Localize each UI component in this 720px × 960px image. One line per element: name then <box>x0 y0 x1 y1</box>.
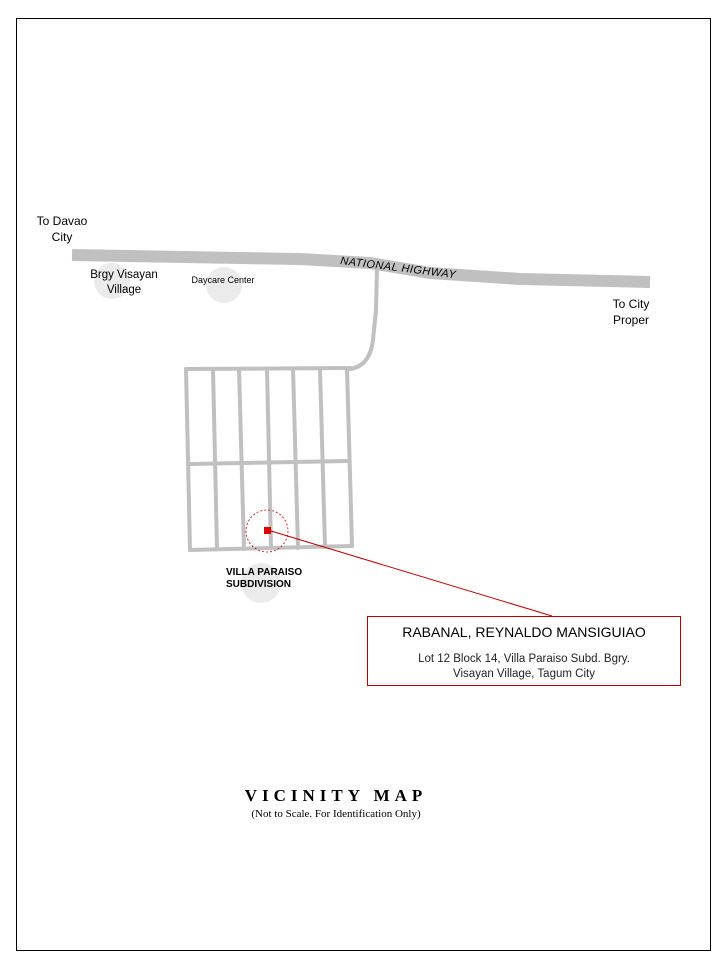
owner-callout-box <box>367 616 681 686</box>
direction-davao-line2: City <box>51 230 73 244</box>
highway-label: NATIONAL HIGHWAY <box>339 255 457 282</box>
direction-city-line1: To City <box>612 297 650 311</box>
direction-city-line2: Proper <box>612 313 650 327</box>
subdivision-line1: VILLA PARAISO <box>226 567 303 578</box>
map-title: VICINITY MAP <box>244 786 428 805</box>
direction-label-city-proper <box>596 296 666 328</box>
owner-name: RABANAL, REYNALDO MANSIGUIAO <box>402 624 646 640</box>
subdivision-label <box>208 567 346 591</box>
subdivision-roads <box>186 368 352 550</box>
landmark-visayan-line1: Brgy Visayan <box>90 269 158 281</box>
landmark-label-daycare: Daycare Center <box>191 275 255 285</box>
owner-address <box>368 652 680 682</box>
landmark-label-visayan <box>78 268 170 298</box>
direction-davao-line1: To Davao <box>36 214 88 228</box>
subdivision-line2: SUBDIVISION <box>226 579 292 590</box>
direction-label-davao <box>22 213 102 245</box>
owner-address-line1: Lot 12 Block 14, Villa Paraiso Subd. Bgry. <box>418 653 630 665</box>
access-road <box>350 268 377 369</box>
owner-address-line2: Visayan Village, Tagum City <box>453 668 595 680</box>
property-marker <box>264 527 271 534</box>
landmark-visayan-line2: Village <box>106 284 142 296</box>
map-subtitle: (Not to Scale. For Identification Only) <box>251 808 421 820</box>
